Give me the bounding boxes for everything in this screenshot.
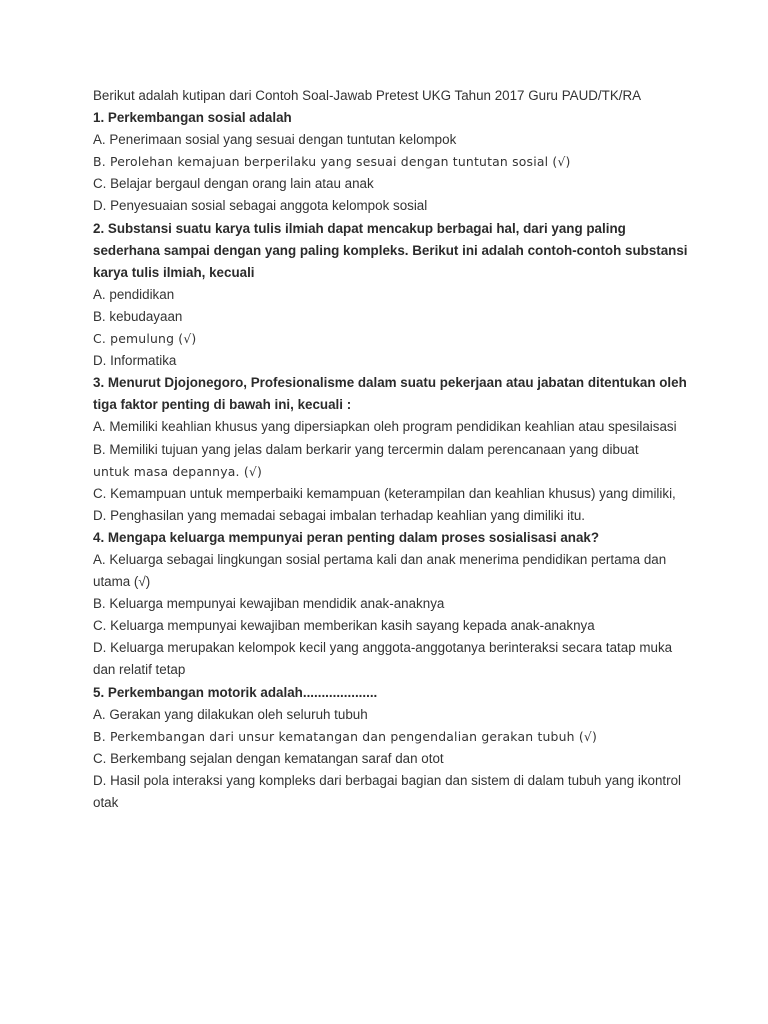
question-3-option-b-continued: untuk masa depannya. (√) xyxy=(93,463,263,479)
question-5-option-b: B. Perkembangan dari unsur kematangan dan pengendalian gerakan tubuh (√) xyxy=(93,728,598,744)
question-1: 1. Perkembangan sosial adalah xyxy=(93,110,292,126)
question-2-option-d: D. Informatika xyxy=(93,353,177,369)
question-5-option-c: C. Berkembang sejalan dengan kematangan saraf dan otot xyxy=(93,750,444,766)
question-2-option-b: B. kebudayaan xyxy=(93,308,183,324)
question-3: 3. Menurut Djojonegoro, Profesionalisme dalam suatu pekerjaan atau jabatan ditentukan oleh tiga faktor penting di bawah ini, kecuali : xyxy=(93,375,687,413)
question-4-option-b: B. Keluarga mempunyai kewajiban mendidik anak-anaknya xyxy=(93,596,445,612)
question-4: 4. Mengapa keluarga mempunyai peran penting dalam proses sosialisasi anak? xyxy=(93,529,600,545)
question-2-option-c: C. pemulung (√) xyxy=(93,331,197,347)
question-5-option-a: A. Gerakan yang dilakukan oleh seluruh tubuh xyxy=(93,706,368,722)
document-body xyxy=(93,85,693,814)
question-1-option-a: A. Penerimaan sosial yang sesuai dengan tuntutan kelompok xyxy=(93,132,457,148)
question-2-option-a: A. pendidikan xyxy=(93,286,175,302)
question-1-option-b: B. Perolehan kemajuan berperilaku yang sesuai dengan tuntutan sosial (√) xyxy=(93,154,571,170)
question-2: 2. Substansi suatu karya tulis ilmiah dapat mencakup berbagai hal, dari yang paling sederhana sampai dengan yang paling kompleks. Berikut ini adalah contoh-contoh substansi karya tulis ilmiah, kecuali xyxy=(93,220,688,280)
question-4-option-c: C. Keluarga mempunyai kewajiban memberikan kasih sayang kepada anak-anaknya xyxy=(93,618,595,634)
question-1-option-c: C. Belajar bergaul dengan orang lain atau anak xyxy=(93,176,374,192)
question-3-option-d: D. Penghasilan yang memadai sebagai imbalan terhadap keahlian yang dimiliki itu. xyxy=(93,507,586,523)
question-4-option-d: D. Keluarga merupakan kelompok kecil yang anggota-anggotanya berinteraksi secara tatap muka dan relatif tetap xyxy=(93,640,673,678)
question-3-option-a: A. Memiliki keahlian khusus yang dipersiapkan oleh program pendidikan keahlian atau spesilaisasi xyxy=(93,419,677,435)
question-5-option-d: D. Hasil pola interaksi yang kompleks dari berbagai bagian dan sistem di dalam tubuh yang ikontrol otak xyxy=(93,772,682,810)
intro-text: Berikut adalah kutipan dari Contoh Soal-Jawab Pretest UKG Tahun 2017 Guru PAUD/TK/RA xyxy=(93,88,642,103)
question-3-option-b: B. Memiliki tujuan yang jelas dalam berkarir yang tercermin dalam perencanaan yang dibuat xyxy=(93,441,639,457)
question-4-option-a: A. Keluarga sebagai lingkungan sosial pertama kali dan anak menerima pendidikan pertama dan utama (√) xyxy=(93,551,667,590)
question-1-option-d: D. Penyesuaian sosial sebagai anggota kelompok sosial xyxy=(93,198,428,214)
question-3-option-c: C. Kemampuan untuk memperbaiki kemampuan (keterampilan dan keahlian khusus) yang dimiliki, xyxy=(93,485,676,501)
question-5: 5. Perkembangan motorik adalah.................... xyxy=(93,684,378,700)
